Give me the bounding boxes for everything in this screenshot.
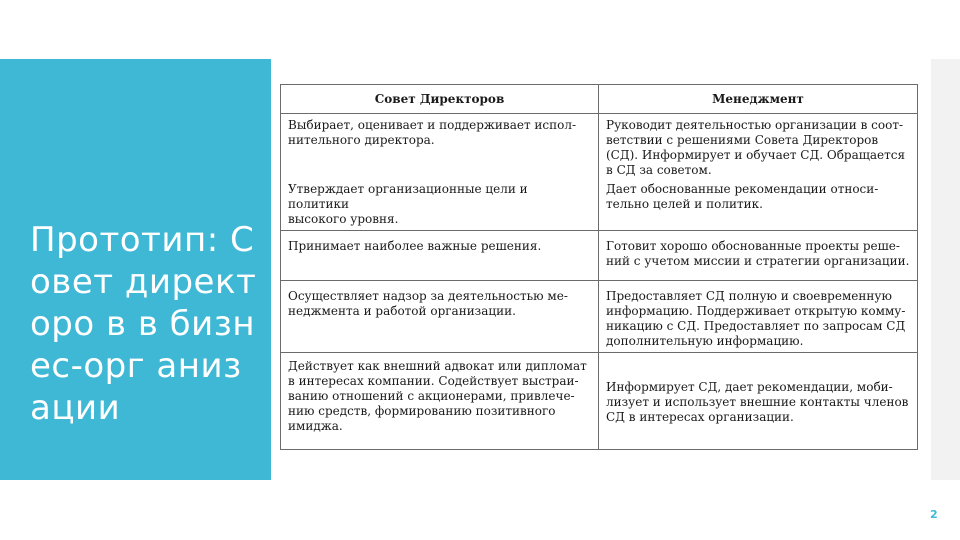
slide-title: Прототип: Совет директоро в в бизнес-орг анизации bbox=[30, 220, 257, 428]
title-panel bbox=[0, 59, 271, 480]
cell-management: Руководит деятельностью организации в соот- ветствии с решениями Совета Директоров (СД). Информирует и обучает СД. Обращается в СД за советом. bbox=[599, 114, 918, 182]
table-row bbox=[281, 353, 918, 450]
cell-board: Осуществляет надзор за деятельностью ме- неджмента и работой организации. bbox=[281, 281, 599, 353]
header-board: Совет Директоров bbox=[281, 85, 599, 114]
comparison-table bbox=[280, 84, 918, 450]
cell-board: Выбирает, оценивает и поддерживает испол- нительного директора. bbox=[281, 114, 599, 182]
header-management: Менеджмент bbox=[599, 85, 918, 114]
table-row bbox=[281, 231, 918, 281]
cell-board: Утверждает организационные цели и политики высокого уровня. bbox=[281, 181, 599, 231]
cell-management: Дает обоснованные рекомендации относи- тельно целей и политик. bbox=[599, 181, 918, 231]
page-number: 2 bbox=[930, 508, 938, 521]
table-row bbox=[281, 181, 918, 231]
cell-board: Действует как внешний адвокат или дипломат в интересах компании. Содействует выстраи- ванию отношений с акционерами, привлече- нию средств, формированию позитивного имиджа. bbox=[281, 353, 599, 450]
table-header-row bbox=[281, 85, 918, 114]
comparison-table-image bbox=[280, 84, 918, 457]
cell-management: Предоставляет СД полную и своевременную информацию. Поддерживает открытую комму- никацию с СД. Предоставляет по запросам СД дополнительную информацию. bbox=[599, 281, 918, 353]
right-strip bbox=[931, 59, 960, 480]
table-row bbox=[281, 281, 918, 353]
cell-management: Информирует СД, дает рекомендации, моби- лизует и использует внешние контакты членов СД в интересах организации. bbox=[599, 353, 918, 450]
cell-management: Готовит хорошо обоснованные проекты реше- ний с учетом миссии и стратегии организации. bbox=[599, 231, 918, 281]
table-row bbox=[281, 114, 918, 182]
cell-board: Принимает наиболее важные решения. bbox=[281, 231, 599, 281]
